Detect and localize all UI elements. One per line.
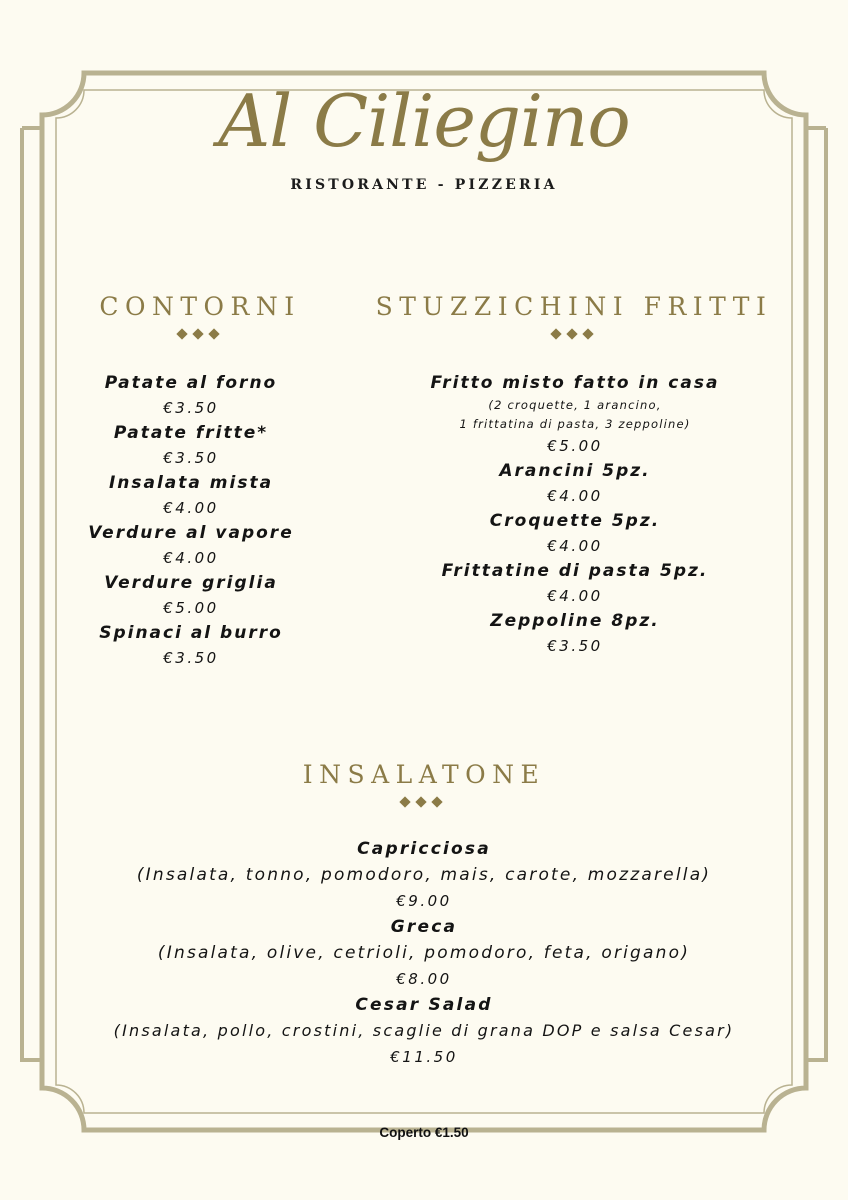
menu-item-note: (2 croquette, 1 arancino, <box>488 398 662 412</box>
menu-item-price: €5.00 <box>163 599 219 617</box>
menu-item-name: Croquette 5pz. <box>489 511 661 531</box>
menu-item-price: €8.00 <box>396 970 452 988</box>
menu-item-name: Verdure al vapore <box>88 523 294 543</box>
menu-item-note: 1 frittatina di pasta, 3 zeppoline) <box>459 417 691 431</box>
diamond-ornament <box>192 328 203 339</box>
menu-item-name: Cesar Salad <box>355 995 493 1015</box>
menu-item-price: €3.50 <box>547 637 603 655</box>
menu-item-name: Patate al forno <box>104 373 278 393</box>
diamond-ornament <box>415 796 426 807</box>
contorni-title: CONTORNI <box>99 292 301 321</box>
insalatone-title: INSALATONE <box>302 760 546 789</box>
stuzzichini-title: STUZZICHINI FRITTI <box>375 292 773 321</box>
contorni-list <box>40 371 342 671</box>
menu-item-description: (Insalata, pollo, crostini, scaglie di grana DOP e salsa Cesar) <box>113 1021 735 1040</box>
menu-item-price: €3.50 <box>163 449 219 467</box>
menu-item-name: Zeppoline 8pz. <box>490 611 660 631</box>
menu-item-name: Insalata mista <box>108 473 274 493</box>
insalatone-divider <box>399 797 449 809</box>
menu-item-price: €4.00 <box>163 499 219 517</box>
menu-item-price: €4.00 <box>163 549 219 567</box>
diamond-ornament <box>208 328 219 339</box>
menu-item-description: (Insalata, tonno, pomodoro, mais, carote, mozzarella) <box>136 865 712 885</box>
menu-item-name: Arancini 5pz. <box>499 461 651 481</box>
restaurant-subtitle: RISTORANTE - PIZZERIA <box>290 177 558 193</box>
menu-item-description: (Insalata, olive, cetrioli, pomodoro, feta, origano) <box>157 943 691 963</box>
contorni-divider <box>176 329 226 341</box>
menu-item-name: Capricciosa <box>357 839 491 859</box>
insalatone-list <box>74 836 774 1070</box>
menu-item-price: €3.50 <box>163 649 219 667</box>
menu-item-name: Greca <box>390 917 458 937</box>
diamond-ornament <box>399 796 410 807</box>
diamond-ornament <box>582 328 593 339</box>
menu-item-name: Verdure griglia <box>104 573 278 593</box>
menu-item-price: €4.00 <box>547 587 603 605</box>
diamond-ornament <box>176 328 187 339</box>
menu-item-price: €5.00 <box>547 437 603 455</box>
menu-item-price: €4.00 <box>547 537 603 555</box>
menu-item-name: Fritto misto fatto in casa <box>430 373 720 393</box>
diamond-ornament <box>566 328 577 339</box>
menu-item-price: €11.50 <box>390 1048 458 1066</box>
diamond-ornament <box>431 796 442 807</box>
menu-item-price: €3.50 <box>163 399 219 417</box>
menu-item-name: Spinaci al burro <box>99 623 283 643</box>
stuzzichini-list <box>410 371 740 659</box>
menu-item-price: €9.00 <box>396 892 452 910</box>
menu-item-price: €4.00 <box>547 487 603 505</box>
coperto-note: Coperto €1.50 <box>379 1125 469 1140</box>
restaurant-logo: Al Ciliegino <box>218 79 630 163</box>
diamond-ornament <box>550 328 561 339</box>
stuzzichini-divider <box>550 329 600 341</box>
menu-item-name: Patate fritte* <box>113 423 269 443</box>
menu-item-name: Frittatine di pasta 5pz. <box>441 561 709 581</box>
